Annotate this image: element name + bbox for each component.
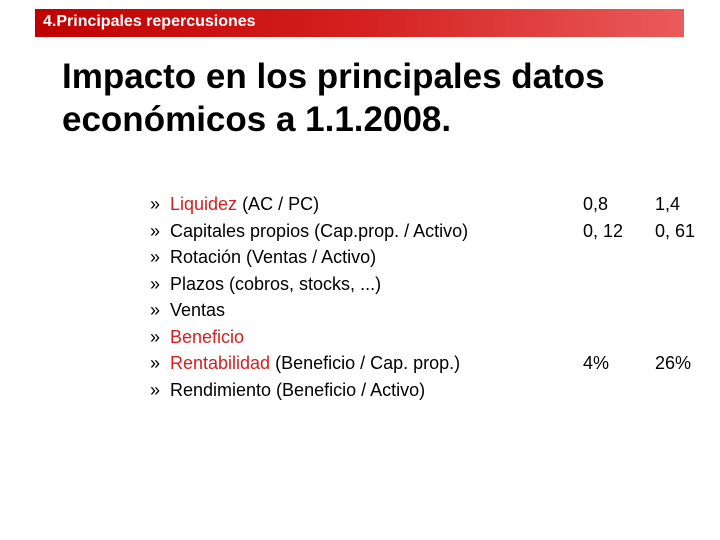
value-column-2: 0, 61 xyxy=(655,220,696,241)
bullet-icon: » xyxy=(150,300,161,320)
list-item xyxy=(150,377,710,404)
indicator-label xyxy=(170,377,425,403)
page-title-line-2: económicos a 1.1.2008. xyxy=(62,100,452,139)
bullet-icon: » xyxy=(150,273,161,294)
indicator-text: Plazos (cobros, stocks, ...) xyxy=(170,273,382,294)
indicator-label xyxy=(170,350,460,376)
header-title: 4.Principales repercusiones xyxy=(43,13,256,30)
list-item xyxy=(150,350,710,377)
indicator-label xyxy=(170,218,468,244)
value-column-1: 0,8 xyxy=(583,194,609,214)
value-column-2: 1,4 xyxy=(655,194,681,214)
header-bar xyxy=(35,9,684,37)
indicator-label xyxy=(170,191,319,217)
value-column-2: 26% xyxy=(655,353,692,373)
page-title-line-1: Impacto en los principales datos xyxy=(62,57,605,96)
indicator-highlight: Liquidez xyxy=(170,194,238,214)
indicator-text: Rendimiento (Beneficio / Activo) xyxy=(170,379,426,400)
indicator-highlight: Rentabilidad xyxy=(170,353,271,373)
value-column-1: 0, 12 xyxy=(583,220,624,241)
indicator-label xyxy=(170,324,244,350)
indicator-text: Rotación (Ventas / Activo) xyxy=(170,247,377,267)
indicator-text: (AC / PC) xyxy=(237,194,320,214)
indicator-label xyxy=(170,244,376,270)
indicator-text: (Beneficio / Cap. prop.) xyxy=(270,353,461,373)
bullet-icon: » xyxy=(150,326,161,347)
indicator-highlight: Beneficio xyxy=(170,326,245,347)
value-column-1: 4% xyxy=(583,353,610,373)
list-item xyxy=(150,218,710,245)
list-item xyxy=(150,297,710,324)
list-item xyxy=(150,191,710,218)
indicator-label xyxy=(170,297,225,323)
list-item xyxy=(150,271,710,298)
bullet-icon: » xyxy=(150,194,161,214)
bullet-icon: » xyxy=(150,247,161,267)
bullet-icon: » xyxy=(150,353,161,373)
indicator-text: Capitales propios (Cap.prop. / Activo) xyxy=(170,220,469,241)
list-item xyxy=(150,244,710,271)
indicator-list xyxy=(150,191,710,403)
page-title xyxy=(62,55,682,141)
list-item xyxy=(150,324,710,351)
indicator-text: Ventas xyxy=(170,300,226,320)
indicator-label xyxy=(170,271,381,297)
bullet-icon: » xyxy=(150,379,161,400)
bullet-icon: » xyxy=(150,220,161,241)
